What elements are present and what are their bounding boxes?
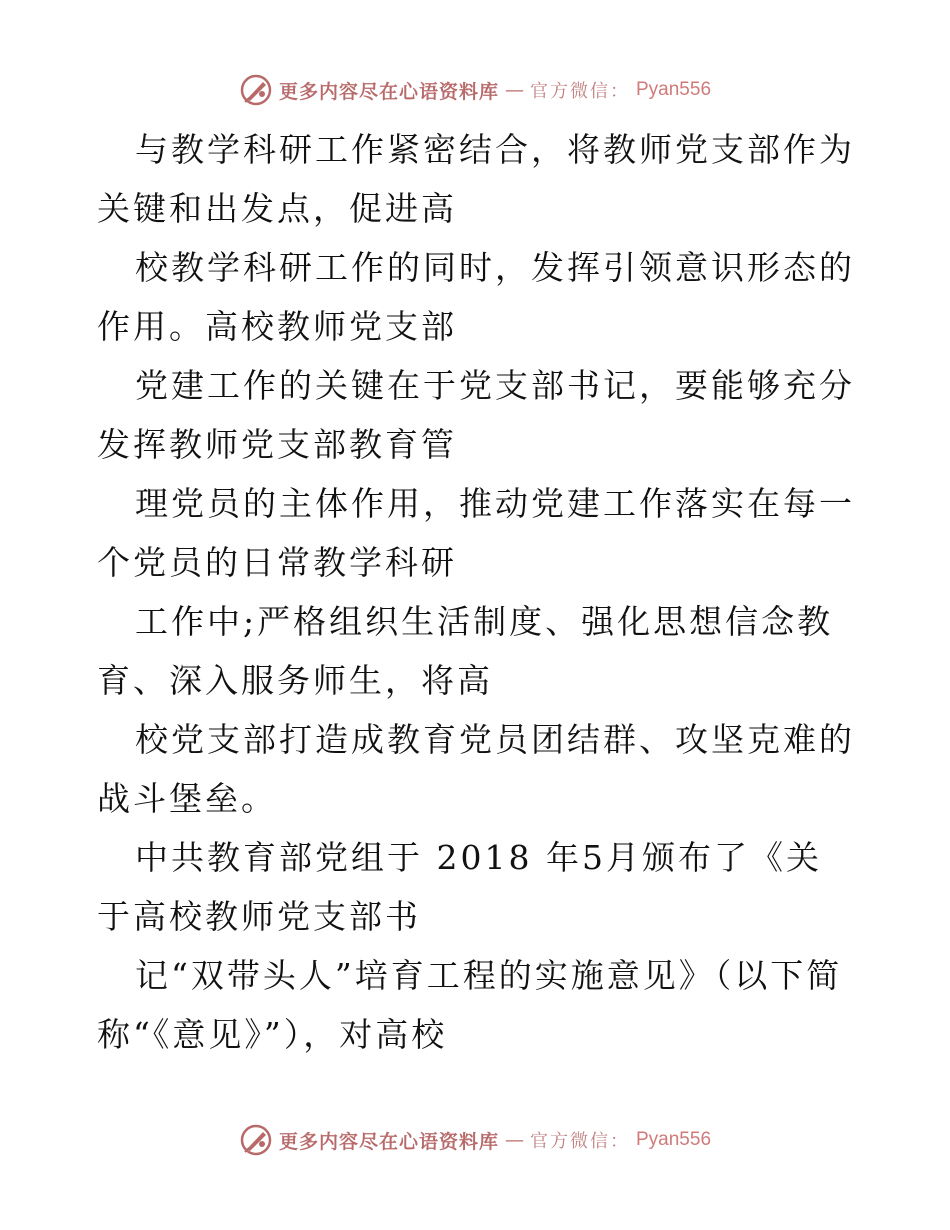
header-watermark xyxy=(0,70,950,110)
footer-watermark xyxy=(0,1120,950,1160)
paragraph: 与教学科研工作紧密结合，将教师党支部作为关键和出发点，促进高 xyxy=(97,130,855,228)
watermark-separator: — xyxy=(505,79,524,101)
paragraph: 理党员的主体作用，推动党建工作落实在每一个党员的日常教学科研 xyxy=(97,484,855,582)
watermark-label: 官方微信： xyxy=(530,81,630,102)
paragraph: 党建工作的关键在于党支部书记，要能够充分发挥教师党支部教育管 xyxy=(97,366,855,464)
watermark-wechat-id: Pyan556 xyxy=(636,79,712,100)
paragraph: 中共教育部党组于 2018 年5月颁布了《关于高校教师党支部书 xyxy=(97,838,822,936)
quill-logo-icon xyxy=(239,1123,273,1157)
paragraph: 校党支部打造成教育党员团结群、攻坚克难的战斗堡垒。 xyxy=(97,720,855,818)
watermark xyxy=(239,73,711,107)
watermark-site-text: 更多内容尽在心语资料库 xyxy=(278,80,499,103)
paragraph: 记“双带头人”培育工程的实施意见》（以下简称“《意见》”），对高校 xyxy=(97,956,843,1054)
document-body xyxy=(97,120,857,1064)
watermark xyxy=(239,1123,711,1157)
paragraph: 校教学科研工作的同时，发挥引领意识形态的作用。高校教师党支部 xyxy=(97,248,855,346)
paragraph: 工作中;严格组织生活制度、强化思想信念教育、深入服务师生，将高 xyxy=(97,602,834,700)
watermark-wechat-id: Pyan556 xyxy=(636,1129,712,1150)
watermark-site-text: 更多内容尽在心语资料库 xyxy=(278,1130,499,1153)
quill-logo-icon xyxy=(239,73,273,107)
watermark-label: 官方微信： xyxy=(530,1131,630,1152)
watermark-separator: — xyxy=(505,1129,524,1151)
